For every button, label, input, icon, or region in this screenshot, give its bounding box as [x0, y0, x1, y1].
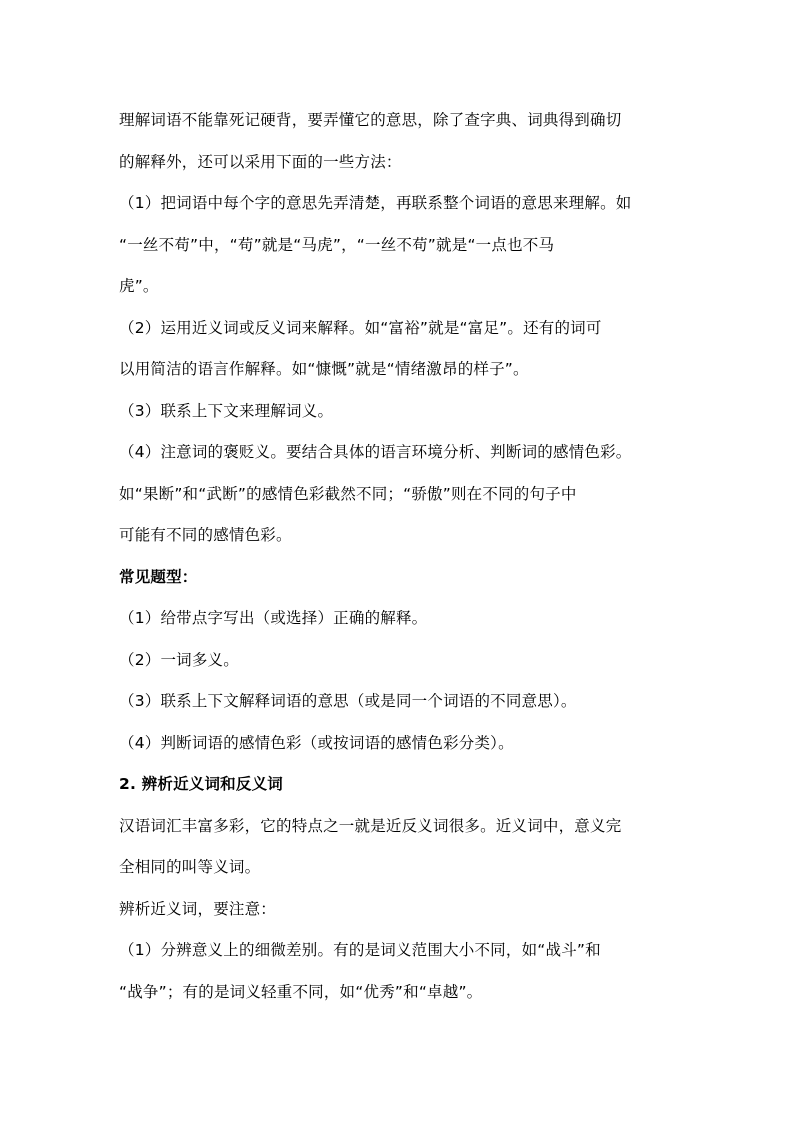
- paragraph-line: 辨析近义词，要注意：: [119, 900, 277, 918]
- paragraph-line: “战争”；有的是词义轻重不同，如“优秀”和“卓越”。: [119, 983, 483, 1001]
- paragraph-line: 理解词语不能靠死记硬背，要弄懂它的意思，除了查字典、词典得到确切: [119, 111, 622, 129]
- paragraph-line: 的解释外，还可以采用下面的一些方法：: [119, 153, 402, 171]
- section-heading-2: 2. 辨析近义词和反义词: [119, 775, 283, 793]
- question-type-1: （1）给带点字写出（或选择）正确的解释。: [119, 609, 428, 627]
- question-type-4: （4）判断词语的感情色彩（或按词语的感情色彩分类）。: [119, 734, 514, 752]
- paragraph-line: “一丝不苟”中，“苟”就是“马虎”，“一丝不苟”就是“一点也不马: [119, 236, 555, 254]
- question-type-2: （2）一词多义。: [119, 651, 239, 669]
- paragraph-line: 全相同的叫等义词。: [119, 858, 261, 876]
- method-1-line: （1）把词语中每个字的意思先弄清楚，再联系整个词语的意思来理解。如: [119, 194, 632, 212]
- paragraph-line: 可能有不同的感情色彩。: [119, 526, 292, 544]
- paragraph-line: 汉语词汇丰富多彩，它的特点之一就是近反义词很多。近义词中，意义完: [119, 817, 622, 835]
- section-heading-question-types: 常见题型：: [119, 568, 198, 586]
- question-type-3: （3）联系上下文解释词语的意思（或是同一个词语的不同意思）。: [119, 692, 577, 710]
- method-2-line: （2）运用近义词或反义词来解释。如“富裕”就是“富足”。还有的词可: [119, 319, 602, 337]
- note-1-line: （1）分辨意义上的细微差别。有的是词义范围大小不同，如“战斗”和: [119, 941, 601, 959]
- method-3-line: （3）联系上下文来理解词义。: [119, 402, 334, 420]
- paragraph-line: 如“果断”和“武断”的感情色彩截然不同；“骄傲”则在不同的句子中: [119, 485, 577, 503]
- paragraph-line: 虎”。: [119, 277, 159, 295]
- method-4-line: （4）注意词的褒贬义。要结合具体的语言环境分析、判断词的感情色彩。: [119, 443, 632, 461]
- paragraph-line: 以用简洁的语言作解释。如“慷慨”就是“情绪激昂的样子”。: [119, 360, 529, 378]
